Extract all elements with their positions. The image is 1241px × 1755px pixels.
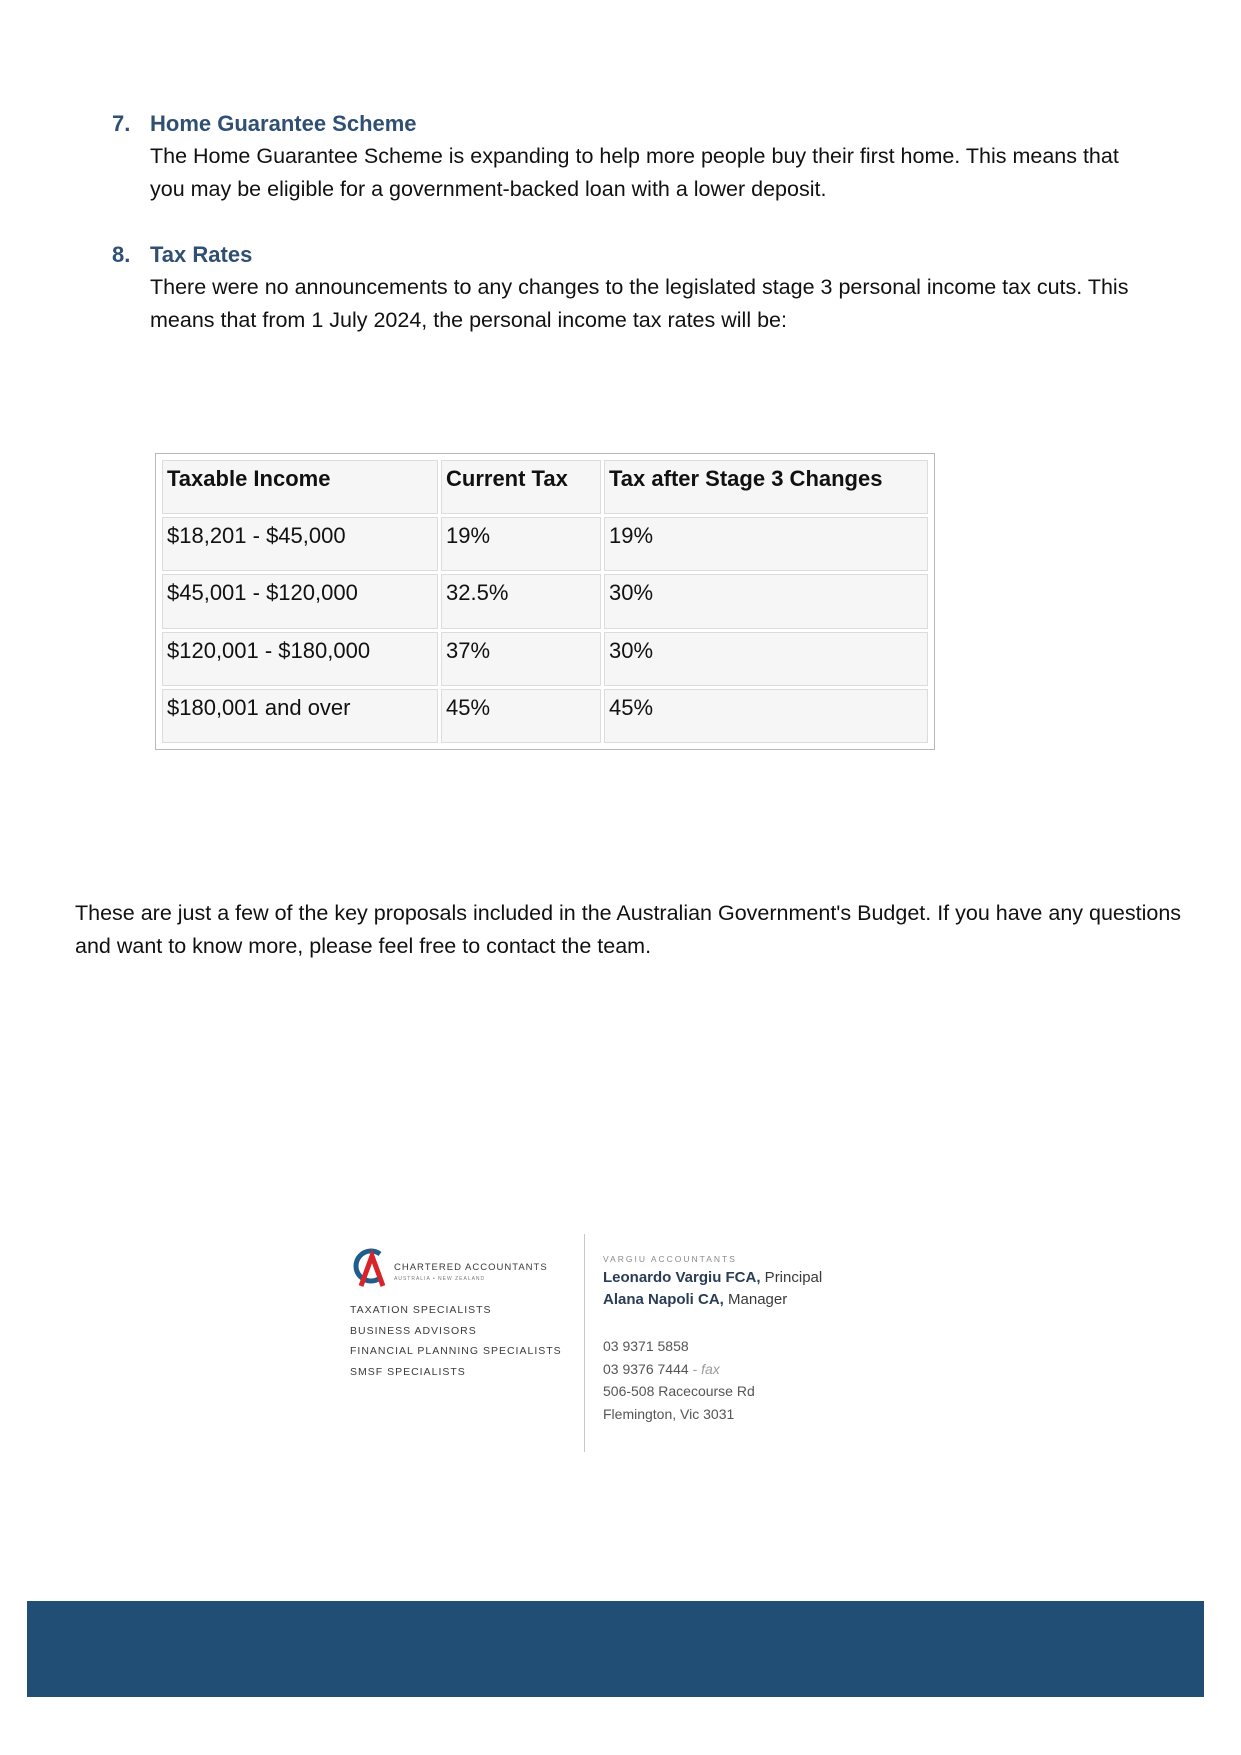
phone-number: 03 9371 5858 <box>603 1338 689 1354</box>
header-taxable-income: Taxable Income <box>162 460 438 514</box>
cell-current-tax: 45% <box>441 689 601 743</box>
cell-stage3-tax: 45% <box>604 689 928 743</box>
address-line-1: 506-508 Racecourse Rd <box>603 1383 755 1399</box>
table-row <box>162 632 928 686</box>
manager-name: Alana Napoli CA, <box>603 1291 724 1308</box>
principal-line <box>603 1269 822 1286</box>
ca-name: CHARTERED ACCOUNTANTS <box>394 1262 548 1273</box>
closing-paragraph: These are just a few of the key proposals included in the Australian Government's Budget. If you have any questions and want to know more, please feel free to contact the team. <box>75 901 1182 958</box>
tax-rates-table <box>155 453 935 750</box>
cell-income: $45,001 - $120,000 <box>162 574 438 628</box>
manager-line <box>603 1291 787 1308</box>
cell-current-tax: 32.5% <box>441 574 601 628</box>
ca-logo-icon <box>350 1246 390 1288</box>
principal-role: Principal <box>760 1269 823 1286</box>
list-item: FINANCIAL PLANNING SPECIALISTS <box>350 1345 562 1357</box>
specialties-list <box>350 1300 562 1382</box>
cell-income: $120,001 - $180,000 <box>162 632 438 686</box>
fax-label: - fax <box>688 1361 720 1377</box>
section-home-guarantee <box>112 108 1152 206</box>
fax-number: 03 9376 7444 <box>603 1361 689 1377</box>
principal-name: Leonardo Vargiu FCA, <box>603 1269 761 1286</box>
section-heading <box>112 108 1152 140</box>
manager-role: Manager <box>723 1291 788 1308</box>
list-item: BUSINESS ADVISORS <box>350 1324 477 1337</box>
list-item: TAXATION SPECIALISTS <box>350 1304 492 1316</box>
table-row <box>162 689 928 743</box>
cell-income: $180,001 and over <box>162 689 438 743</box>
cell-stage3-tax: 30% <box>604 574 928 628</box>
footer-band <box>27 1601 1204 1697</box>
section-number: 7. <box>112 111 131 136</box>
address-line-2: Flemington, Vic 3031 <box>603 1406 735 1422</box>
signature-divider <box>584 1234 585 1452</box>
cell-current-tax: 19% <box>441 517 601 571</box>
firm-name: VARGIU ACCOUNTANTS <box>603 1254 737 1264</box>
section-tax-rates <box>112 239 1152 337</box>
ca-subtitle: AUSTRALIA • NEW ZEALAND <box>394 1276 486 1282</box>
list-item: SMSF SPECIALISTS <box>350 1365 466 1378</box>
cell-current-tax: 37% <box>441 632 601 686</box>
signature-block <box>348 1234 868 1454</box>
table-row <box>162 517 928 571</box>
cell-stage3-tax: 30% <box>604 632 928 686</box>
table-header-row <box>162 460 928 514</box>
cell-stage3-tax: 19% <box>604 517 928 571</box>
table-row <box>162 574 928 628</box>
cell-income: $18,201 - $45,000 <box>162 517 438 571</box>
section-heading <box>112 239 1152 271</box>
section-body: There were no announcements to any changes to the legislated stage 3 personal income tax cuts. This means that from 1 July 2024, the personal income tax rates will be: <box>150 275 1129 332</box>
fax-line <box>603 1361 720 1377</box>
section-body: The Home Guarantee Scheme is expanding to help more people buy their first home. This means that you may be eligible for a government-backed loan with a lower deposit. <box>150 144 1119 201</box>
header-current-tax: Current Tax <box>441 460 601 514</box>
section-title: Home Guarantee Scheme <box>150 111 417 136</box>
header-stage3-tax: Tax after Stage 3 Changes <box>604 460 928 514</box>
section-number: 8. <box>112 242 131 267</box>
section-title: Tax Rates <box>150 242 253 267</box>
